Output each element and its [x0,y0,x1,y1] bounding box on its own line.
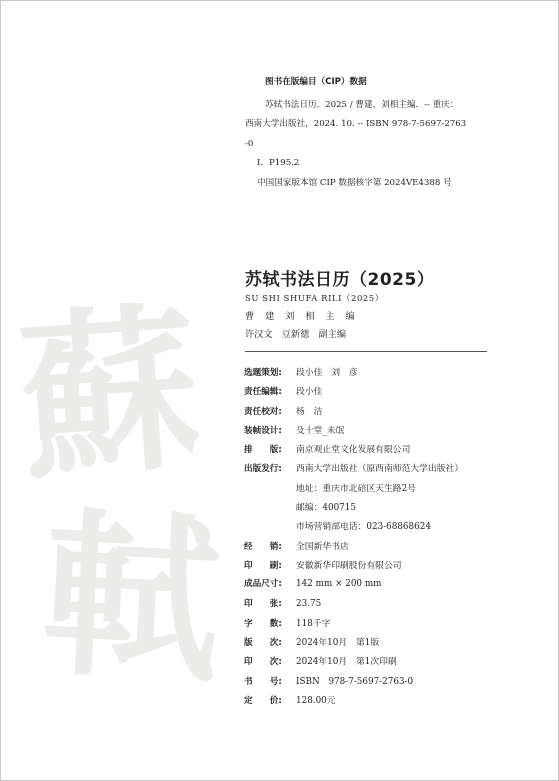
info-row [244,577,534,596]
info-label: 责任编辑: [244,387,282,398]
info-label: 成品尺寸: [244,579,282,590]
cip-line-2: 西南大学出版社，2024. 10. -- ISBN 978-7-5697-2763 [245,119,467,129]
cip-line-3: -0 [245,138,254,149]
info-label: 版 次: [244,638,282,649]
info-value: 全国新华书店 [296,541,349,552]
info-label: 责任校对: [244,406,282,417]
info-label: 排 版: [244,445,282,456]
cip-line-4: Ⅰ．P195.2 [257,158,300,168]
info-row [244,442,534,461]
watermark-char-shi: 軾 [37,489,227,708]
info-label: 字 数: [244,618,282,629]
info-row [244,693,534,712]
publication-info [244,365,534,712]
info-value: ISBN 978-7-5697-2763-0 [296,676,414,687]
info-label: 书 号: [244,676,282,687]
info-row [244,384,534,403]
book-pinyin: SU SHI SHUFA RILI（2025） [245,293,384,303]
info-row [244,481,534,500]
info-row [244,635,534,654]
calligraphy-watermark [1,283,241,731]
info-label: 印 刷: [244,560,282,571]
watermark-char-su: 蘇 [13,283,207,504]
cip-block [245,73,495,193]
info-label: 选题策划: [244,368,282,378]
info-value: 23.75 [296,598,322,609]
info-value: 南京观止堂文化发展有限公司 [296,445,411,456]
info-value: 殳十堂_未氓 [296,425,345,436]
info-value: 段小佳 [296,387,323,398]
info-row [244,654,534,673]
deputy-editors: 许汉文 豆新德 副主编 [245,329,347,340]
info-row [244,539,534,558]
info-label: 经 销: [244,541,282,552]
info-row [244,558,534,577]
info-value: 安徽新华印刷股份有限公司 [296,560,402,571]
info-value: 西南大学出版社（原西南师范大学出版社） [296,464,464,475]
info-row [244,423,534,442]
info-value: 142 mm × 200 mm [296,579,382,590]
info-value: 118千字 [296,618,331,629]
info-label: 装帧设计: [244,425,282,436]
info-row [244,616,534,635]
info-row [244,365,534,384]
info-label: 印 张: [244,598,282,609]
info-value: 128.00元 [296,696,336,707]
info-row [244,519,534,538]
info-value: 段小佳 刘 彦 [296,368,358,378]
cip-line-1: 苏轼书法日历．2025 / 曹建，刘相主编．-- 重庆： [265,99,459,110]
chief-editors: 曹 建 刘 相 主 编 [245,311,359,322]
info-row [244,597,534,616]
info-value: 2024年10月 第1次印刷 [296,657,397,668]
info-label: 定 价: [244,696,282,707]
cip-line-5: 中国国家版本馆 CIP 数据核字第 2024VE4388 号 [257,177,452,188]
divider [245,351,487,352]
info-row [244,461,534,480]
cip-title: 图书在版编目（CIP）数据 [265,77,367,87]
info-value: 2024年10月 第1版 [296,638,380,649]
info-value: 地址：重庆市北碚区天生路2号 [296,483,416,494]
info-label: 出版发行: [244,464,282,475]
info-value: 邮编：400715 [296,503,356,514]
info-value: 杨 洁 [296,406,323,417]
book-title: 苏轼书法日历（2025） [245,270,435,290]
info-row [244,404,534,423]
info-label: 印 次: [244,657,282,668]
info-row [244,500,534,519]
info-value: 市场营销部电话：023-68868624 [296,522,431,533]
info-row [244,674,534,693]
